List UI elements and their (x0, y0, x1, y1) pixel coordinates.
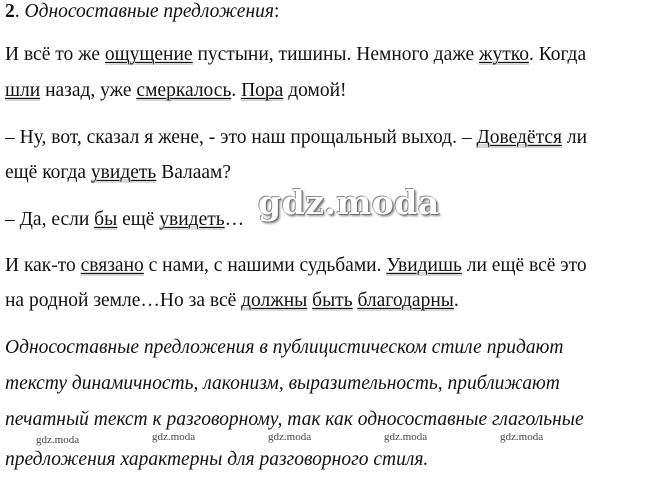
underlined-word: благодарны (357, 290, 454, 311)
underlined-word: ощущение (104, 44, 193, 65)
paragraph-2-line-1: – Ну, вот, сказал я жене, - это наш прощальный выход. – Доведётся ли (5, 127, 588, 148)
conclusion-line-2: тексту динамичность, лаконизм, выразительность, приближают (5, 373, 560, 394)
watermark-small-1: gdz.moda (36, 434, 80, 446)
section-title: Односоставные предложения (24, 1, 274, 22)
underlined-word: Пора (241, 80, 284, 101)
conclusion-line-4: предложения характерны для разговорного стиля. (5, 449, 429, 470)
conclusion-line-3: печатный текст к разговорному, так как односоставные глагольные (5, 409, 584, 430)
underlined-word: смеркалось (136, 80, 232, 101)
section-number: 2 (5, 1, 15, 22)
underlined-word: бы (94, 209, 118, 230)
underlined-word: Доведётся (476, 127, 562, 148)
paragraph-3-line-1: – Да, если бы ещё увидеть… (5, 209, 245, 230)
conclusion-line-1: Односоставные предложения в публицистическом стиле придают (5, 337, 564, 358)
paragraph-1-line-2: шли назад, уже смеркалось. Пора домой! (5, 80, 347, 101)
underlined-word: Увидишь (386, 255, 462, 276)
underlined-word: увидеть (159, 209, 225, 230)
underlined-word: увидеть (90, 162, 157, 183)
watermark-logo: gdz.moda (258, 183, 440, 222)
underlined-word: должны (241, 290, 308, 311)
underlined-word: жутко (478, 44, 529, 65)
watermark-small-5: gdz.moda (500, 431, 544, 443)
underlined-word: связано (80, 255, 144, 276)
watermark-small-3: gdz.moda (268, 431, 312, 443)
section-heading: 2. Односоставные предложения: (5, 1, 280, 22)
paragraph-4-line-2: на родной земле…Но за всё должны быть благодарны. (5, 290, 459, 311)
paragraph-4-line-1: И как-то связано с нами, с нашими судьбами. Увидишь ли ещё всё это (5, 255, 587, 276)
watermark-small-4: gdz.moda (384, 431, 428, 443)
heading-dot: . (14, 1, 25, 22)
underlined-word: быть (312, 290, 353, 311)
paragraph-2-line-2: ещё когда увидеть Валаам? (5, 162, 232, 183)
paragraph-1-line-1: И всё то же ощущение пустыни, тишины. Немного даже жутко. Когда (5, 44, 587, 65)
underlined-word: шли (5, 80, 41, 101)
watermark-small-2: gdz.moda (152, 431, 196, 443)
